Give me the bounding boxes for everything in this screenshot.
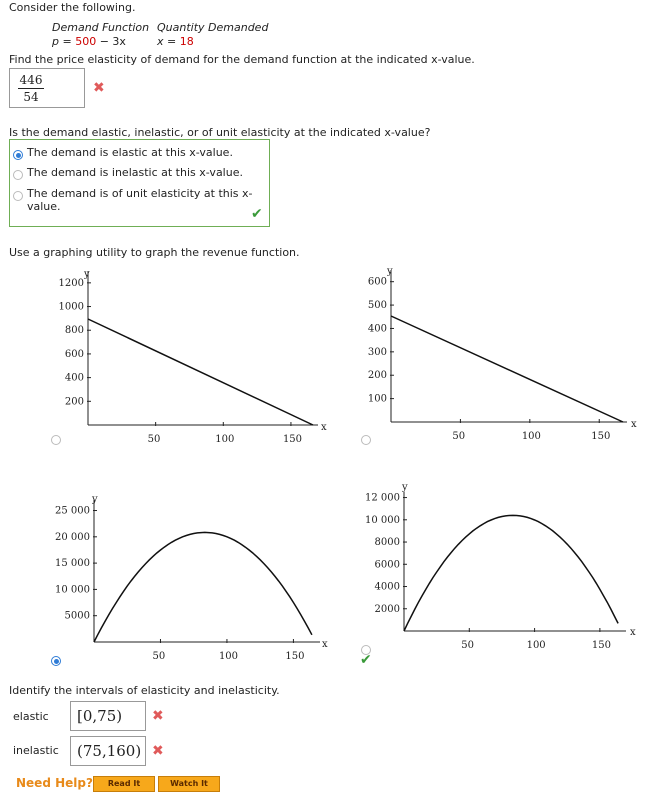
part2-prompt: Is the demand elastic, inelastic, or of unit elasticity at the indicated x-value?: [9, 126, 431, 139]
graph-4-y-tick-label: 2000: [374, 603, 400, 615]
graph-3-ticks: [55, 506, 305, 660]
graph-4: [360, 480, 650, 660]
graph-2: [345, 262, 645, 442]
elastic-label: elastic: [13, 710, 49, 723]
graph-1-y-tick-label: 400: [64, 372, 84, 384]
graph-1-x-tick-label: 100: [215, 434, 235, 445]
qty-value: 18: [179, 35, 194, 48]
inelastic-label: inelastic: [13, 744, 59, 757]
graph-4-curve: [404, 515, 618, 631]
graph-1-y-label: y: [84, 269, 90, 280]
elastic-interval-input[interactable]: [0,75): [70, 701, 146, 731]
graph-1-y-tick-label: 200: [64, 396, 84, 408]
watch-it-button[interactable]: Watch It: [158, 776, 220, 792]
graph-2-ticks: [368, 277, 610, 442]
graph-4-y-label: y: [402, 482, 408, 493]
incorrect-icon-elastic: ✖: [152, 708, 164, 724]
fraction-denominator: 54: [23, 90, 39, 104]
fraction-numerator: 446: [19, 73, 43, 87]
quantity-demanded: [157, 35, 194, 48]
graph-1-y-tick-label: 1200: [58, 277, 84, 289]
option-elastic[interactable]: The demand is elastic at this x-value.: [27, 146, 233, 159]
graph-1-x-tick-label: 50: [147, 434, 161, 445]
demand-prefix: p =: [52, 35, 76, 48]
need-help-label: Need Help?: [16, 776, 93, 790]
graph-4-x-label: x: [630, 627, 636, 638]
graph-4-y-tick-label: 6000: [374, 559, 400, 571]
demand-function-header: Demand Function: [52, 21, 150, 34]
graph-2-x-tick-label: 100: [521, 431, 541, 442]
graph-4-y-tick-label: 12 000: [365, 492, 400, 504]
graph-1-y-tick-label: 600: [64, 348, 84, 360]
radio-graph-2[interactable]: [361, 435, 371, 445]
graph-3-x-tick-label: 100: [218, 651, 239, 660]
graph-3-curve: [94, 532, 312, 642]
graph-4-x-tick-label: 100: [526, 640, 546, 651]
incorrect-icon-inelastic: ✖: [152, 743, 164, 759]
quantity-demanded-header: Quantity Demanded: [157, 21, 269, 34]
graph-4-y-tick-label: 8000: [374, 537, 400, 549]
graph-1-y-tick-label: 1000: [58, 301, 84, 313]
graph-3-y-tick-label: 20 000: [55, 531, 90, 543]
graph-1-y-tick-label: 800: [64, 325, 84, 337]
correct-icon-graph: ✔: [360, 652, 372, 668]
graph-3: [50, 490, 340, 660]
graph-4-y-tick-label: 10 000: [365, 514, 400, 526]
option-unit[interactable]: The demand is of unit elasticity at this x-value.: [27, 187, 253, 213]
graph-2-y-tick-label: 200: [367, 370, 387, 382]
part1-prompt: Find the price elasticity of demand for the demand function at the indicated x-value.: [9, 53, 475, 66]
graph-3-y-tick-label: 15 000: [55, 558, 90, 570]
graph-3-x-tick-label: 50: [152, 651, 166, 660]
graph-1-curve: [88, 319, 313, 425]
graph-3-y-tick-label: 10 000: [55, 584, 90, 596]
qty-prefix: x =: [157, 35, 180, 48]
graph-2-y-tick-label: 100: [367, 393, 387, 405]
radio-unit[interactable]: [13, 191, 23, 201]
part3-prompt: Use a graphing utility to graph the revenue function.: [9, 246, 300, 259]
graph-1-x-label: x: [321, 422, 327, 433]
question-intro: Consider the following.: [9, 1, 136, 14]
elasticity-choice-group: [9, 139, 270, 227]
graph-3-x-label: x: [322, 639, 328, 650]
graph-2-y-tick-label: 500: [367, 300, 387, 312]
graph-2-x-tick-label: 50: [452, 431, 466, 442]
graph-2-curve: [391, 316, 623, 422]
part4-prompt: Identify the intervals of elasticity and inelasticity.: [9, 684, 280, 697]
inelastic-interval-input[interactable]: (75,160): [70, 736, 146, 766]
graph-4-ticks: [365, 493, 611, 651]
graph-3-y-label: y: [92, 494, 98, 505]
option-inelastic[interactable]: The demand is inelastic at this x-value.: [27, 166, 243, 179]
graph-2-y-tick-label: 400: [367, 323, 387, 335]
radio-graph-1[interactable]: [51, 435, 61, 445]
graph-2-y-tick-label: 600: [367, 276, 387, 288]
radio-graph-3[interactable]: [51, 656, 61, 666]
graph-4-x-tick-label: 150: [591, 640, 611, 651]
incorrect-icon: ✖: [93, 80, 105, 96]
graph-3-y-tick-label: 25 000: [55, 505, 90, 517]
radio-elastic[interactable]: [13, 150, 23, 160]
demand-function: [52, 35, 126, 48]
graph-3-x-tick-label: 150: [285, 651, 305, 660]
read-it-button[interactable]: Read It: [93, 776, 155, 792]
radio-inelastic[interactable]: [13, 170, 23, 180]
graph-2-x-label: x: [631, 419, 637, 430]
graph-4-y-tick-label: 4000: [374, 581, 400, 593]
elasticity-answer-box[interactable]: [9, 68, 85, 108]
graph-2-x-tick-label: 150: [591, 431, 611, 442]
graph-1-x-tick-label: 150: [282, 434, 303, 445]
graph-3-y-tick-label: 5000: [64, 610, 90, 622]
graph-4-x-tick-label: 50: [461, 640, 475, 651]
graph-1-ticks: [59, 278, 302, 445]
correct-icon: ✔: [251, 206, 263, 222]
demand-suffix: − 3x: [96, 35, 126, 48]
graph-2-y-label: y: [387, 266, 393, 277]
graph-1: [40, 265, 340, 445]
graph-2-y-tick-label: 300: [367, 346, 387, 358]
demand-value: 500: [75, 35, 97, 48]
elasticity-fraction: [18, 73, 44, 104]
